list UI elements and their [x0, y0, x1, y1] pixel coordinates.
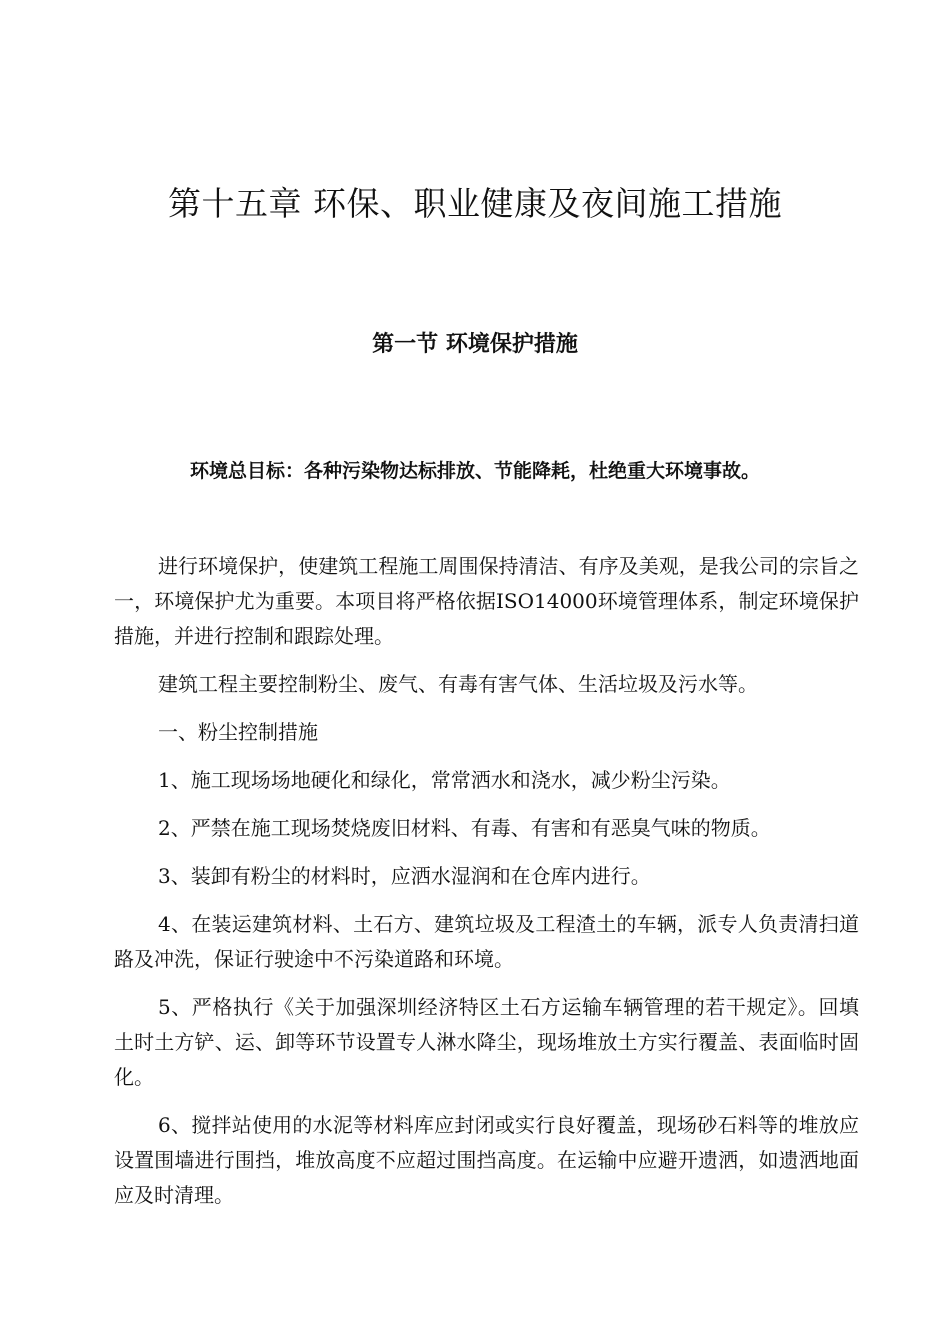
list-item-3: 3、装卸有粉尘的材料时，应洒水湿润和在仓库内进行。 — [158, 864, 651, 888]
environment-goal: 环境总目标：各种污染物达标排放、节能降耗，杜绝重大环境事故。 — [189, 460, 760, 482]
chapter-title: 第十五章 环保、职业健康及夜间施工措施 — [168, 184, 782, 223]
list-item-1: 1、施工现场场地硬化和绿化，常常洒水和浇水，减少粉尘污染。 — [158, 768, 731, 792]
paragraph-intro: 进行环境保护，使建筑工程施工周围保持清洁、有序及美观，是我公司的宗旨之一，环境保护尤为重要。本项目将严格依据ISO14000环境管理体系，制定环境保护措施，并进行控制和跟踪处理。 — [114, 554, 859, 648]
list-item-5: 5、严格执行《关于加强深圳经济特区土石方运输车辆管理的若干规定》。回填土时土方铲、运、卸等环节设置专人淋水降尘，现场堆放土方实行覆盖、表面临时固化。 — [114, 995, 859, 1089]
body-text — [114, 549, 859, 1226]
list-item-2: 2、严禁在施工现场焚烧废旧材料、有毒、有害和有恶臭气味的物质。 — [158, 816, 771, 840]
paragraph-control-scope: 建筑工程主要控制粉尘、废气、有毒有害气体、生活垃圾及污水等。 — [158, 672, 758, 696]
list-item-6: 6、搅拌站使用的水泥等材料库应封闭或实行良好覆盖，现场砂石料等的堆放应设置围墙进行围挡，堆放高度不应超过围挡高度。在运输中应避开遗洒，如遗洒地面应及时清理。 — [114, 1113, 859, 1207]
list-item-4: 4、在装运建筑材料、土石方、建筑垃圾及工程渣土的车辆，派专人负责清扫道路及冲洗，保证行驶途中不污染道路和环境。 — [114, 912, 859, 971]
section-title: 第一节 环境保护措施 — [372, 332, 578, 357]
subsection-heading-dust: 一、粉尘控制措施 — [158, 720, 318, 744]
